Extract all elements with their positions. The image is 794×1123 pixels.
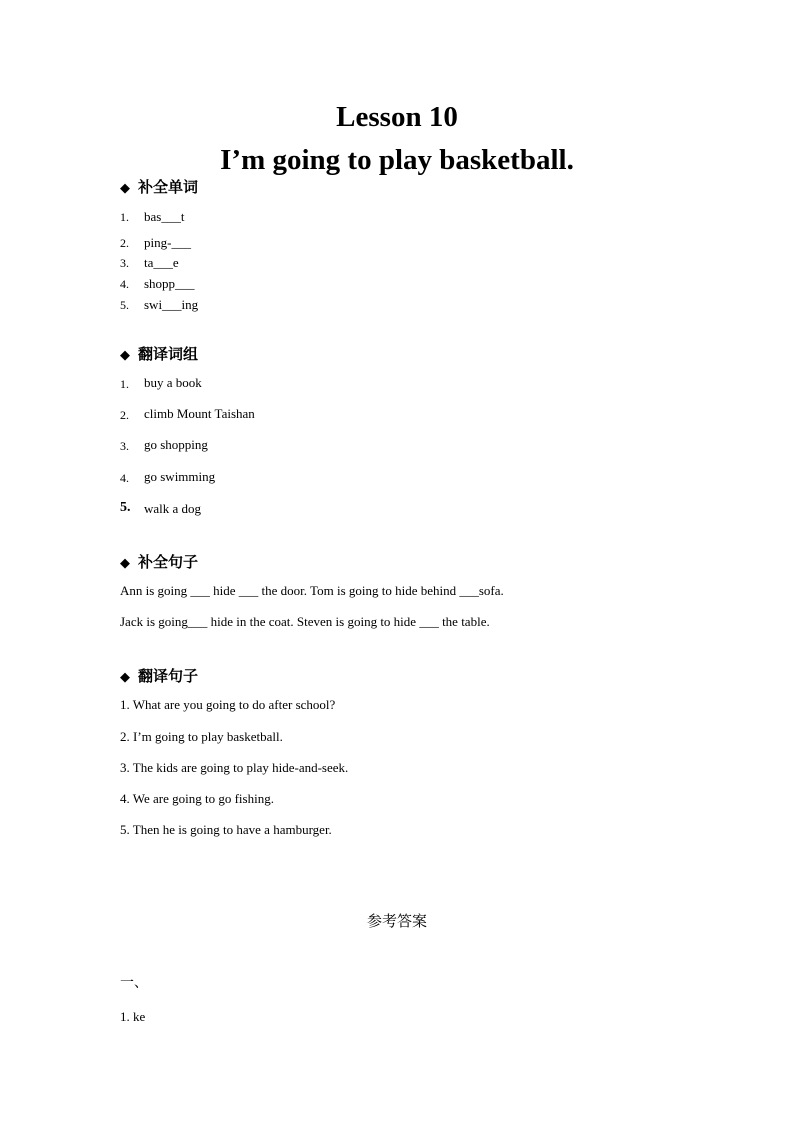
document-title: Lesson 10 xyxy=(336,101,458,133)
section-heading-text: 翻译词组 xyxy=(138,347,199,363)
answer-line: 1. ke xyxy=(120,1009,146,1024)
list-item-text: go swimming xyxy=(144,469,216,484)
list-item-number: 5. xyxy=(120,500,131,515)
section-heading-text: 翻译句子 xyxy=(138,669,199,685)
list-item-number: 4. xyxy=(120,277,129,291)
list-item-number: 3. xyxy=(120,439,129,453)
list-item-number: 1. xyxy=(120,377,129,391)
list-item-text: ta___e xyxy=(144,255,179,270)
section-heading-text: 补全句子 xyxy=(138,555,199,571)
list-item-number: 5. xyxy=(120,298,129,312)
sentence-line: Jack is going___ hide in the coat. Steven is going to hide ___ the table. xyxy=(120,614,490,629)
list-item-text: swi___ing xyxy=(144,297,199,312)
section-heading-complete-words xyxy=(120,181,198,196)
diamond-bullet-icon: ◆ xyxy=(120,180,130,195)
sentence-line: Ann is going ___ hide ___ the door. Tom is going to hide behind ___sofa. xyxy=(120,583,504,598)
list-item-number: 1. xyxy=(120,210,129,224)
diamond-bullet-icon: ◆ xyxy=(120,669,130,684)
sentence-line: 5. Then he is going to have a hamburger. xyxy=(120,822,332,837)
diamond-bullet-icon: ◆ xyxy=(120,347,130,362)
sentence-line: 4. We are going to go fishing. xyxy=(120,791,274,806)
section-heading-translate-phrases xyxy=(120,348,198,363)
sentence-line: 3. The kids are going to play hide-and-seek. xyxy=(120,760,349,775)
list-item-text: shopp___ xyxy=(144,276,195,291)
list-item-number: 4. xyxy=(120,471,129,485)
section-heading-text: 补全单词 xyxy=(138,180,199,196)
list-item-number: 3. xyxy=(120,256,129,270)
list-item-text: bas___t xyxy=(144,209,185,224)
list-item-text: go shopping xyxy=(144,437,208,452)
answer-part-label: 一、 xyxy=(120,976,148,991)
section-heading-translate-sentences xyxy=(120,670,198,685)
list-item-text: climb Mount Taishan xyxy=(144,406,255,421)
sentence-line: 1. What are you going to do after school? xyxy=(120,697,336,712)
diamond-bullet-icon: ◆ xyxy=(120,555,130,570)
list-item-number: 2. xyxy=(120,408,129,422)
list-item-text: walk a dog xyxy=(144,501,202,516)
list-item-number: 2. xyxy=(120,236,129,250)
list-item-text: ping-___ xyxy=(144,235,191,250)
section-heading-complete-sentences xyxy=(120,556,198,571)
document-subtitle: I’m going to play basketball. xyxy=(220,144,574,176)
sentence-line: 2. I’m going to play basketball. xyxy=(120,729,283,744)
answer-key-heading: 参考答案 xyxy=(366,914,427,930)
list-item-text: buy a book xyxy=(144,375,202,390)
